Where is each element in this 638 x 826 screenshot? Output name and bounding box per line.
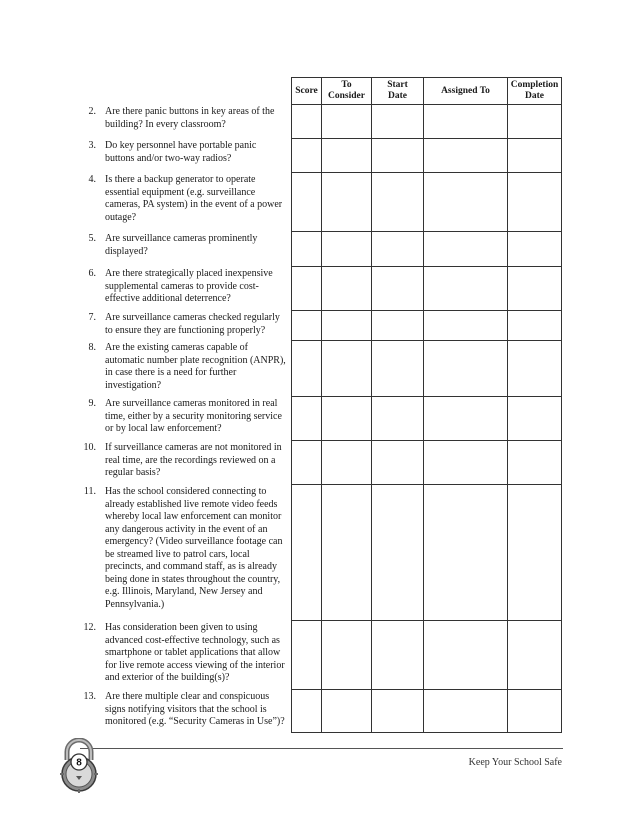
cell-assigned-to[interactable] — [424, 139, 508, 173]
cell-assigned-to[interactable] — [424, 690, 508, 733]
table-row — [292, 267, 562, 311]
header-label: Start — [387, 80, 408, 90]
header-label: Completion — [510, 80, 559, 90]
cell-assigned-to[interactable] — [424, 441, 508, 485]
table-header-row — [292, 78, 562, 105]
cell-score[interactable] — [292, 690, 322, 733]
cell-score[interactable] — [292, 173, 322, 232]
column-header-completion-date — [508, 78, 562, 105]
question-text: Are the existing cameras capable of automatic number plate recognition (ANPR), in case there is a need for further investigation? — [105, 342, 286, 391]
column-header-assigned-to — [424, 78, 508, 105]
question-number: 4. — [88, 174, 96, 185]
cell-to-consider[interactable] — [322, 173, 372, 232]
cell-to-consider[interactable] — [322, 105, 372, 139]
header-label: Date — [388, 91, 407, 101]
cell-assigned-to[interactable] — [424, 621, 508, 690]
cell-start-date[interactable] — [372, 485, 424, 621]
question-text: If surveillance cameras are not monitored in real time, are the recordings reviewed on a regular basis? — [105, 442, 282, 478]
table-row — [292, 173, 562, 232]
question-text: Has consideration been given to using advanced cost-effective technology, such as smartphone or tablet applications that allow for live remote access viewing of the interior and exterior of the building(s)? — [105, 622, 285, 683]
question-text: Are surveillance cameras monitored in real time, either by a security monitoring service or by local law enforcement? — [105, 398, 282, 434]
table-row — [292, 397, 562, 441]
cell-to-consider[interactable] — [322, 232, 372, 267]
cell-score[interactable] — [292, 139, 322, 173]
cell-to-consider[interactable] — [322, 621, 372, 690]
cell-to-consider[interactable] — [322, 341, 372, 397]
cell-score[interactable] — [292, 485, 322, 621]
cell-assigned-to[interactable] — [424, 267, 508, 311]
question-number: 3. — [88, 140, 96, 151]
cell-score[interactable] — [292, 267, 322, 311]
question-number: 11. — [83, 486, 96, 497]
cell-assigned-to[interactable] — [424, 311, 508, 341]
cell-completion-date[interactable] — [508, 397, 562, 441]
cell-score[interactable] — [292, 621, 322, 690]
cell-start-date[interactable] — [372, 441, 424, 485]
cell-start-date[interactable] — [372, 621, 424, 690]
table-row — [292, 139, 562, 173]
cell-start-date[interactable] — [372, 267, 424, 311]
cell-score[interactable] — [292, 397, 322, 441]
question-number: 13. — [83, 691, 96, 702]
padlock-page-badge-icon — [54, 738, 104, 794]
header-label: Consider — [328, 91, 365, 101]
question-number: 6. — [88, 268, 96, 279]
cell-start-date[interactable] — [372, 311, 424, 341]
question-number: 10. — [83, 442, 96, 453]
question-text: Are surveillance cameras checked regularly to ensure they are functioning properly? — [105, 312, 280, 336]
cell-completion-date[interactable] — [508, 267, 562, 311]
cell-completion-date[interactable] — [508, 690, 562, 733]
cell-score[interactable] — [292, 341, 322, 397]
question-number: 9. — [88, 398, 96, 409]
cell-completion-date[interactable] — [508, 341, 562, 397]
cell-completion-date[interactable] — [508, 441, 562, 485]
cell-to-consider[interactable] — [322, 267, 372, 311]
table-row — [292, 232, 562, 267]
table-row — [292, 311, 562, 341]
table-row — [292, 690, 562, 733]
cell-completion-date[interactable] — [508, 311, 562, 341]
column-header-score — [292, 78, 322, 105]
cell-start-date[interactable] — [372, 139, 424, 173]
question-text: Do key personnel have portable panic buttons and/or two-way radios? — [105, 140, 257, 164]
column-header-to-consider — [322, 78, 372, 105]
table-row — [292, 485, 562, 621]
cell-to-consider[interactable] — [322, 397, 372, 441]
question-list — [0, 0, 290, 740]
question-text: Are there strategically placed inexpensive supplemental cameras to provide cost-effective additional deterrence? — [105, 268, 273, 304]
table-row — [292, 105, 562, 139]
cell-completion-date[interactable] — [508, 105, 562, 139]
cell-start-date[interactable] — [372, 397, 424, 441]
cell-start-date[interactable] — [372, 173, 424, 232]
question-text: Is there a backup generator to operate essential equipment (e.g. surveillance cameras, PA system) in the event of a power outage? — [105, 174, 283, 223]
question-number: 7. — [88, 312, 96, 323]
cell-score[interactable] — [292, 311, 322, 341]
question-number: 12. — [83, 622, 96, 633]
footer-rule — [80, 748, 563, 749]
cell-to-consider[interactable] — [322, 485, 372, 621]
footer-title: Keep Your School Safe — [468, 757, 562, 768]
cell-score[interactable] — [292, 232, 322, 267]
header-label: Score — [295, 85, 318, 96]
question-text: Are there panic buttons in key areas of the building? In every classroom? — [105, 106, 275, 130]
table-row — [292, 341, 562, 397]
page-number: 8 — [76, 757, 82, 769]
cell-start-date[interactable] — [372, 690, 424, 733]
cell-completion-date[interactable] — [508, 139, 562, 173]
question-text: Are there multiple clear and conspicuous signs notifying visitors that the school is monitored (e.g. “Security Cameras in Use”)? — [105, 691, 285, 727]
cell-to-consider[interactable] — [322, 690, 372, 733]
cell-start-date[interactable] — [372, 232, 424, 267]
cell-score[interactable] — [292, 441, 322, 485]
cell-assigned-to[interactable] — [424, 105, 508, 139]
cell-completion-date[interactable] — [508, 485, 562, 621]
question-number: 2. — [88, 106, 96, 117]
question-number: 5. — [88, 233, 96, 244]
question-number: 8. — [88, 342, 96, 353]
question-text: Are surveillance cameras prominently displayed? — [105, 233, 258, 257]
table-row — [292, 621, 562, 690]
cell-score[interactable] — [292, 105, 322, 139]
cell-start-date[interactable] — [372, 341, 424, 397]
checklist-table — [291, 77, 562, 733]
cell-assigned-to[interactable] — [424, 397, 508, 441]
cell-completion-date[interactable] — [508, 173, 562, 232]
question-text: Has the school considered connecting to already established live remote video feeds whereby local law enforcement can monitor any dangerous activity in the event of an emergency? (Video surveillance footage can be streamed live to patrol cars, local precincts, and command staff, as is already being done in states throughout the country, e.g. Illinois, Maryland, New Jersey and Pennsylvania.) — [105, 486, 283, 610]
cell-assigned-to[interactable] — [424, 232, 508, 267]
cell-completion-date[interactable] — [508, 621, 562, 690]
column-header-start-date — [372, 78, 424, 105]
cell-to-consider[interactable] — [322, 311, 372, 341]
header-label: Date — [525, 91, 544, 101]
cell-assigned-to[interactable] — [424, 485, 508, 621]
cell-to-consider[interactable] — [322, 139, 372, 173]
cell-completion-date[interactable] — [508, 232, 562, 267]
header-label: To — [341, 80, 352, 90]
cell-assigned-to[interactable] — [424, 173, 508, 232]
cell-start-date[interactable] — [372, 105, 424, 139]
table-row — [292, 441, 562, 485]
header-label: Assigned To — [441, 85, 490, 96]
cell-assigned-to[interactable] — [424, 341, 508, 397]
cell-to-consider[interactable] — [322, 441, 372, 485]
